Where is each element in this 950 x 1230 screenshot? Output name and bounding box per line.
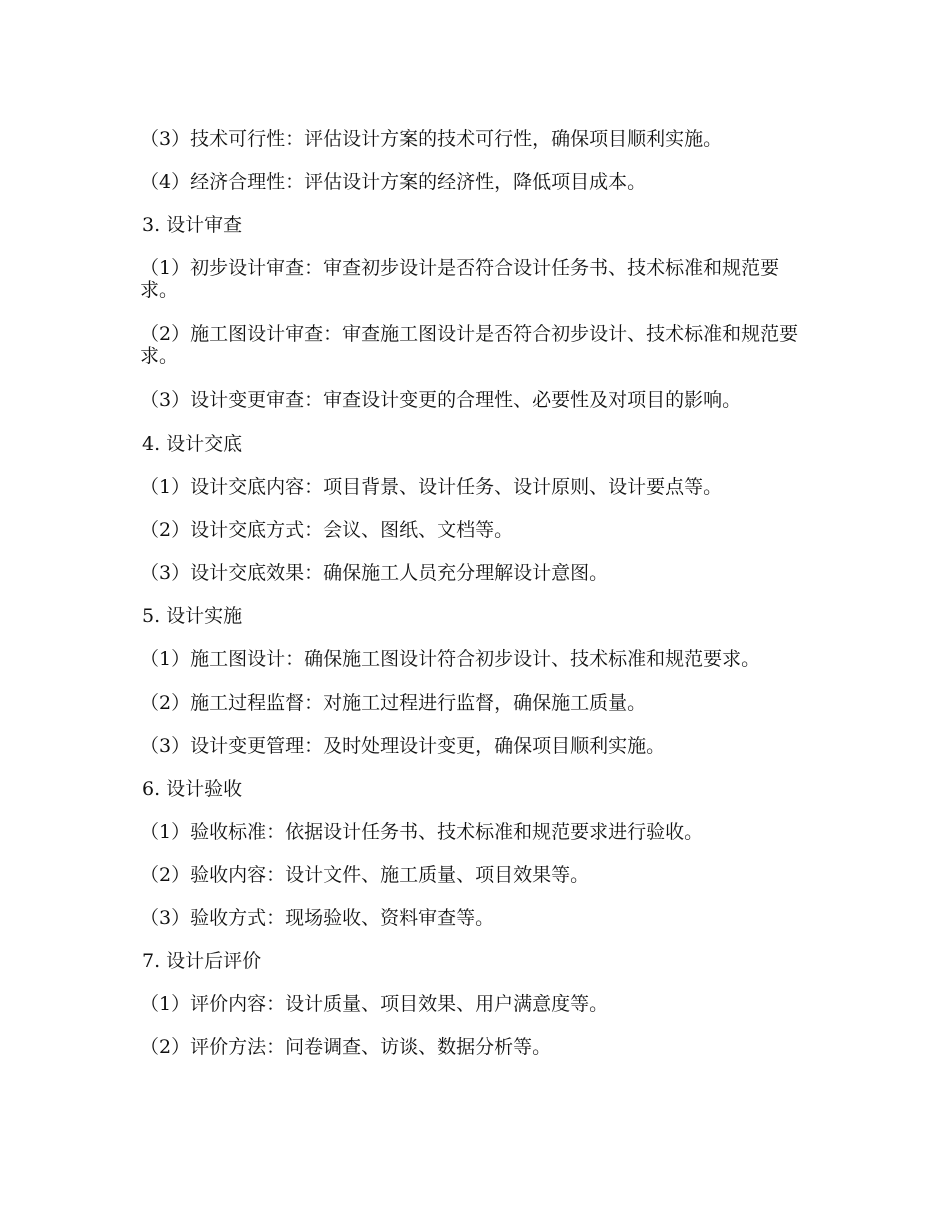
list-item: （2）施工过程监督：对施工过程进行监督，确保施工质量。	[140, 692, 647, 714]
list-item: （3）技术可行性：评估设计方案的技术可行性，确保项目顺利实施。	[140, 128, 723, 150]
list-item: （2）验收内容：设计文件、施工质量、项目效果等。	[140, 864, 590, 886]
list-item: （2）设计交底方式：会议、图纸、文档等。	[140, 519, 514, 541]
list-item: （1）施工图设计：确保施工图设计符合初步设计、技术标准和规范要求。	[140, 648, 761, 670]
list-item: （3）设计变更审查：审查设计变更的合理性、必要性及对项目的影响。	[140, 389, 742, 411]
document-page	[142, 128, 810, 1079]
list-item: （1）评价内容：设计质量、项目效果、用户满意度等。	[140, 993, 609, 1015]
section-heading: 7. 设计后评价	[142, 950, 262, 972]
section-heading: 5. 设计实施	[142, 605, 243, 627]
list-item: （3）设计变更管理：及时处理设计变更，确保项目顺利实施。	[140, 735, 666, 757]
section-heading: 6. 设计验收	[142, 778, 243, 800]
list-item: （3）验收方式：现场验收、资料审查等。	[140, 907, 495, 929]
list-item: （1）验收标准：依据设计任务书、技术标准和规范要求进行验收。	[140, 821, 704, 843]
list-item: （1）设计交底内容：项目背景、设计任务、设计原则、设计要点等。	[140, 476, 723, 498]
list-item: （3）设计交底效果：确保施工人员充分理解设计意图。	[140, 562, 609, 584]
list-item: （2）施工图设计审查：审查施工图设计是否符合初步设计、技术标准和规范要求。	[140, 323, 799, 367]
section-heading: 3. 设计审查	[142, 214, 243, 236]
section-heading: 4. 设计交底	[142, 433, 243, 455]
list-item: （2）评价方法：问卷调查、访谈、数据分析等。	[140, 1036, 552, 1058]
list-item: （4）经济合理性：评估设计方案的经济性，降低项目成本。	[140, 171, 647, 193]
list-item: （1）初步设计审查：审查初步设计是否符合设计任务书、技术标准和规范要求。	[140, 257, 780, 301]
